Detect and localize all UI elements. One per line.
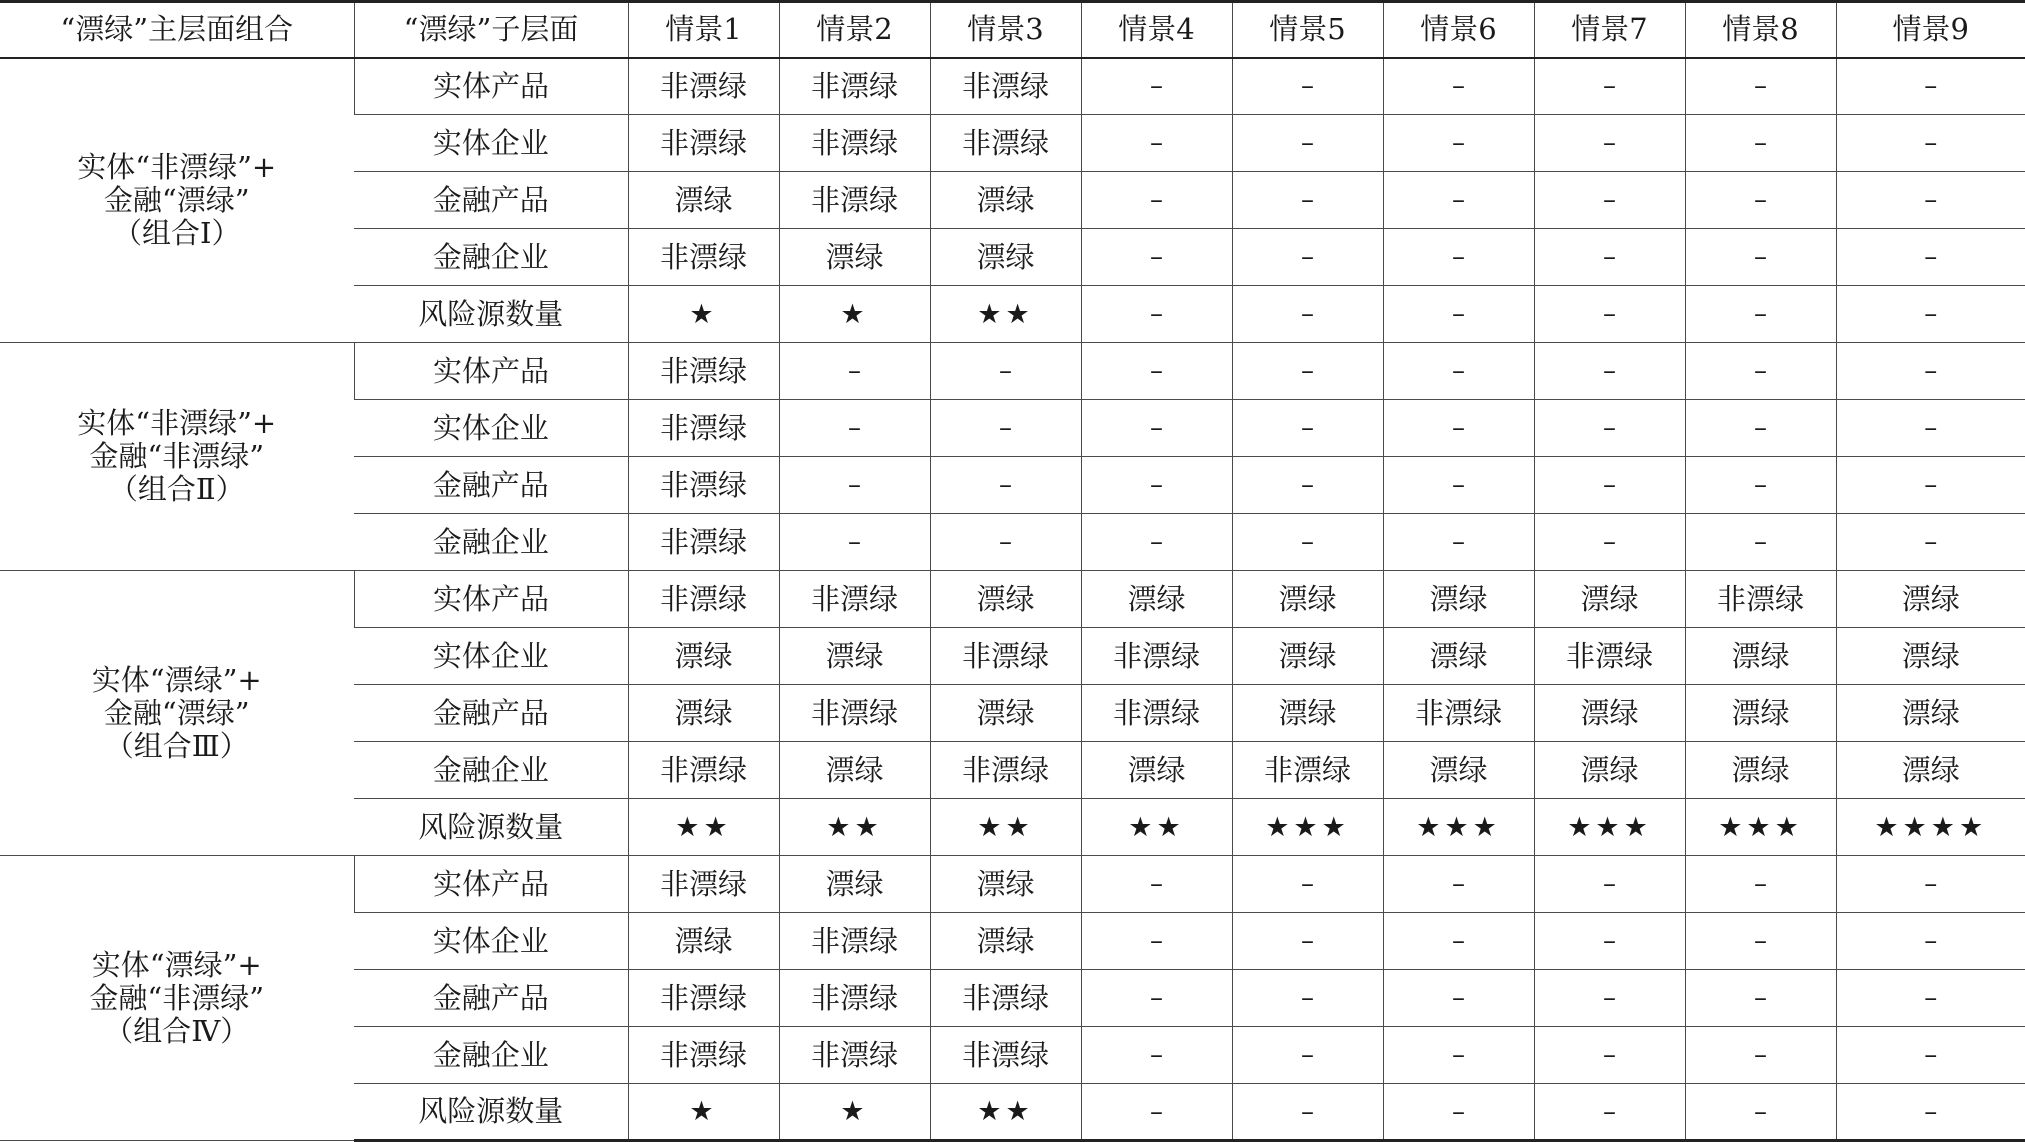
sub-layer-cell: 风险源数量	[354, 799, 628, 856]
scenario-cell: –	[1685, 1027, 1836, 1084]
scenario-cell: –	[1081, 400, 1232, 457]
sub-layer-cell: 金融产品	[354, 457, 628, 514]
scenario-cell: –	[1383, 913, 1534, 970]
scenario-cell: –	[1534, 970, 1685, 1027]
scenario-cell: –	[1232, 1027, 1383, 1084]
sub-layer-cell: 金融企业	[354, 1027, 628, 1084]
scenario-cell: 非漂绿	[628, 856, 779, 913]
group-label-line: 实体“漂绿”+	[91, 947, 262, 982]
scenario-cell: ★★	[930, 286, 1081, 343]
sub-layer-cell: 实体产品	[354, 58, 628, 115]
scenario-cell: –	[1081, 58, 1232, 115]
scenario-cell: 漂绿	[628, 913, 779, 970]
sub-layer-cell: 实体企业	[354, 913, 628, 970]
group-label-cell	[0, 58, 354, 343]
scenario-cell: –	[1534, 1027, 1685, 1084]
scenario-cell: –	[1836, 172, 2025, 229]
scenario-cell: –	[1232, 400, 1383, 457]
scenario-cell: –	[1383, 115, 1534, 172]
scenario-cell: –	[1232, 514, 1383, 571]
scenario-cell: 漂绿	[930, 913, 1081, 970]
scenario-cell: 漂绿	[1534, 742, 1685, 799]
sub-layer-cell: 实体产品	[354, 856, 628, 913]
group-label-cell	[0, 343, 354, 571]
scenario-cell: –	[1383, 1084, 1534, 1141]
scenario-cell: 非漂绿	[628, 571, 779, 628]
scenario-cell: ★	[628, 1084, 779, 1141]
group-label-line: 金融“漂绿”	[103, 695, 250, 730]
scenario-cell: 非漂绿	[628, 457, 779, 514]
scenario-cell: 非漂绿	[628, 970, 779, 1027]
scenario-cell: –	[1081, 514, 1232, 571]
scenario-cell: –	[1534, 514, 1685, 571]
scenario-cell: –	[1836, 58, 2025, 115]
scenario-cell: 漂绿	[1836, 685, 2025, 742]
scenario-cell: 漂绿	[1383, 571, 1534, 628]
group-label-line: 金融“非漂绿”	[89, 439, 265, 473]
scenario-cell: –	[1383, 172, 1534, 229]
scenario-cell: 漂绿	[1685, 628, 1836, 685]
sub-layer-cell: 实体产品	[354, 571, 628, 628]
scenario-cell: –	[1836, 970, 2025, 1027]
scenario-cell: –	[1685, 457, 1836, 514]
scenario-cell: –	[1232, 58, 1383, 115]
scenario-cell: –	[1685, 58, 1836, 115]
scenario-cell: –	[1232, 856, 1383, 913]
scenario-cell: 非漂绿	[930, 742, 1081, 799]
scenario-cell: 漂绿	[628, 685, 779, 742]
scenario-cell: –	[1232, 913, 1383, 970]
scenario-cell: –	[1534, 229, 1685, 286]
scenario-cell: 漂绿	[779, 742, 930, 799]
scenario-cell: 非漂绿	[1383, 685, 1534, 742]
scenario-cell: ★★	[930, 1084, 1081, 1141]
group-label-cell	[0, 856, 354, 1141]
scenario-cell: ★★★	[1232, 799, 1383, 856]
scenario-cell: –	[779, 400, 930, 457]
scenario-cell: –	[930, 514, 1081, 571]
scenario-cell: –	[930, 343, 1081, 400]
scenario-cell: –	[930, 457, 1081, 514]
scenario-cell: 漂绿	[1232, 628, 1383, 685]
scenario-cell: –	[1081, 457, 1232, 514]
scenario-cell: 漂绿	[1685, 742, 1836, 799]
scenario-cell: –	[1383, 58, 1534, 115]
group-label-line: 实体“漂绿”+	[91, 662, 262, 697]
scenario-cell: 漂绿	[1232, 685, 1383, 742]
scenario-cell: 非漂绿	[779, 685, 930, 742]
scenario-cell: –	[1534, 913, 1685, 970]
sub-layer-cell: 金融产品	[354, 172, 628, 229]
scenario-cell: –	[1232, 172, 1383, 229]
header-scenario-3: 情景3	[930, 2, 1081, 58]
scenario-cell: –	[1836, 229, 2025, 286]
scenario-cell: –	[1081, 970, 1232, 1027]
scenario-cell: 非漂绿	[779, 913, 930, 970]
scenario-cell: 漂绿	[779, 856, 930, 913]
scenario-cell: –	[1685, 400, 1836, 457]
scenario-cell: –	[1534, 172, 1685, 229]
scenario-cell: 非漂绿	[779, 970, 930, 1027]
scenario-cell: 漂绿	[628, 172, 779, 229]
scenario-cell: –	[779, 514, 930, 571]
scenario-cell: –	[1534, 58, 1685, 115]
header-scenario-7: 情景7	[1534, 2, 1685, 58]
scenario-cell: ★★★★	[1836, 799, 2025, 856]
scenario-cell: –	[1836, 115, 2025, 172]
scenario-cell: –	[1836, 457, 2025, 514]
scenario-cell: 漂绿	[1081, 742, 1232, 799]
scenario-cell: 漂绿	[1836, 628, 2025, 685]
scenario-cell: –	[1534, 343, 1685, 400]
table-body	[0, 58, 2025, 1141]
scenario-cell: 非漂绿	[930, 115, 1081, 172]
scenario-cell: –	[1081, 913, 1232, 970]
scenario-cell: 非漂绿	[779, 172, 930, 229]
scenario-cell: –	[1383, 1027, 1534, 1084]
scenario-cell: –	[1383, 856, 1534, 913]
sub-layer-cell: 风险源数量	[354, 286, 628, 343]
scenario-cell: –	[1383, 286, 1534, 343]
scenario-cell: 漂绿	[1534, 685, 1685, 742]
scenario-cell: –	[1383, 343, 1534, 400]
table-row	[0, 58, 2025, 115]
group-label-line: （组合Ⅰ）	[113, 215, 241, 250]
scenario-cell: 非漂绿	[628, 343, 779, 400]
scenario-cell: –	[1685, 343, 1836, 400]
scenario-cell: 漂绿	[930, 172, 1081, 229]
scenario-cell: ★★	[930, 799, 1081, 856]
scenario-cell: –	[1081, 1027, 1232, 1084]
scenario-cell: 漂绿	[930, 685, 1081, 742]
sub-layer-cell: 金融产品	[354, 685, 628, 742]
sub-layer-cell: 金融产品	[354, 970, 628, 1027]
group-label-line: （组合Ⅳ）	[104, 1013, 250, 1048]
scenario-cell: 漂绿	[1836, 742, 2025, 799]
scenario-cell: 非漂绿	[779, 115, 930, 172]
scenario-cell: –	[1836, 343, 2025, 400]
sub-layer-cell: 金融企业	[354, 742, 628, 799]
scenario-cell: –	[1836, 514, 2025, 571]
scenario-cell: ★	[628, 286, 779, 343]
header-scenario-2: 情景2	[779, 2, 930, 58]
scenario-cell: –	[1232, 457, 1383, 514]
scenario-cell: 非漂绿	[779, 571, 930, 628]
scenario-cell: –	[1232, 1084, 1383, 1141]
header-row	[0, 2, 2025, 58]
scenario-cell: –	[1383, 970, 1534, 1027]
scenario-cell: –	[1232, 229, 1383, 286]
scenario-cell: –	[1836, 400, 2025, 457]
scenario-cell: 非漂绿	[628, 115, 779, 172]
scenario-cell: –	[1836, 856, 2025, 913]
scenario-cell: 非漂绿	[930, 1027, 1081, 1084]
scenario-cell: 漂绿	[1685, 685, 1836, 742]
scenario-cell: ★	[779, 286, 930, 343]
scenario-cell: 非漂绿	[1081, 685, 1232, 742]
scenario-cell: –	[1685, 286, 1836, 343]
scenario-cell: 非漂绿	[628, 400, 779, 457]
table-row	[0, 571, 2025, 628]
scenario-cell: –	[1383, 514, 1534, 571]
scenario-cell: 漂绿	[1534, 571, 1685, 628]
scenario-cell: –	[1081, 115, 1232, 172]
scenario-cell: –	[1081, 1084, 1232, 1141]
scenario-cell: –	[1685, 115, 1836, 172]
scenario-cell: –	[779, 343, 930, 400]
scenario-cell: –	[1534, 1084, 1685, 1141]
scenario-cell: –	[1383, 229, 1534, 286]
scenario-cell: 漂绿	[628, 628, 779, 685]
scenario-cell: 非漂绿	[628, 514, 779, 571]
sub-layer-cell: 金融企业	[354, 514, 628, 571]
scenario-cell: 非漂绿	[628, 742, 779, 799]
scenario-cell: 非漂绿	[628, 58, 779, 115]
scenario-cell: –	[1836, 913, 2025, 970]
scenario-cell: –	[1836, 1027, 2025, 1084]
header-scenario-8: 情景8	[1685, 2, 1836, 58]
sub-layer-cell: 风险源数量	[354, 1084, 628, 1141]
group-label-line: 金融“漂绿”	[103, 182, 250, 217]
scenario-cell: –	[930, 400, 1081, 457]
scenario-cell: –	[1383, 400, 1534, 457]
group-label-line: 实体“非漂绿”+	[77, 149, 277, 184]
scenario-cell: –	[1383, 457, 1534, 514]
scenario-cell: 非漂绿	[628, 229, 779, 286]
sub-layer-cell: 实体产品	[354, 343, 628, 400]
header-scenario-5: 情景5	[1232, 2, 1383, 58]
scenario-cell: 非漂绿	[930, 970, 1081, 1027]
scenario-cell: –	[1081, 229, 1232, 286]
scenario-cell: 漂绿	[930, 571, 1081, 628]
group-label-line: （组合Ⅲ）	[104, 728, 249, 763]
scenario-cell: ★★	[628, 799, 779, 856]
scenario-cell: –	[1232, 970, 1383, 1027]
scenario-cell: 非漂绿	[1685, 571, 1836, 628]
scenario-cell: 非漂绿	[779, 1027, 930, 1084]
scenario-cell: 漂绿	[1383, 742, 1534, 799]
scenario-cell: –	[1685, 229, 1836, 286]
scenario-cell: ★★	[779, 799, 930, 856]
scenario-cell: 漂绿	[1081, 571, 1232, 628]
scenario-cell: –	[1534, 115, 1685, 172]
scenario-cell: 非漂绿	[779, 58, 930, 115]
scenario-cell: –	[1232, 343, 1383, 400]
scenario-cell: 漂绿	[930, 229, 1081, 286]
scenario-cell: 非漂绿	[1232, 742, 1383, 799]
scenario-cell: –	[1534, 286, 1685, 343]
scenario-cell: –	[1081, 856, 1232, 913]
scenario-cell: –	[1081, 286, 1232, 343]
header-sub-layer: “漂绿”子层面	[354, 2, 628, 58]
scenario-cell: ★★★	[1383, 799, 1534, 856]
scenario-cell: 漂绿	[1383, 628, 1534, 685]
group-label-line: （组合Ⅱ）	[108, 472, 245, 506]
sub-layer-cell: 金融企业	[354, 229, 628, 286]
scenario-cell: –	[779, 457, 930, 514]
scenario-cell: ★	[779, 1084, 930, 1141]
scenario-cell: –	[1534, 856, 1685, 913]
scenario-cell: –	[1232, 115, 1383, 172]
scenario-cell: ★★	[1081, 799, 1232, 856]
scenario-cell: –	[1232, 286, 1383, 343]
scenario-cell: –	[1534, 400, 1685, 457]
scenario-cell: –	[1685, 913, 1836, 970]
scenario-cell: 非漂绿	[930, 628, 1081, 685]
header-scenario-6: 情景6	[1383, 2, 1534, 58]
scenario-cell: 漂绿	[779, 628, 930, 685]
scenario-cell: –	[1685, 172, 1836, 229]
scenario-cell: –	[1836, 1084, 2025, 1141]
group-label-cell	[0, 571, 354, 856]
scenario-cell: –	[1836, 286, 2025, 343]
scenario-cell: –	[1081, 343, 1232, 400]
scenario-cell: –	[1685, 1084, 1836, 1141]
header-main-layer: “漂绿”主层面组合	[0, 2, 354, 58]
scenario-cell: 非漂绿	[930, 58, 1081, 115]
scenario-cell: 漂绿	[1232, 571, 1383, 628]
sub-layer-cell: 实体企业	[354, 115, 628, 172]
scenario-cell: ★★★	[1685, 799, 1836, 856]
scenario-cell: 漂绿	[779, 229, 930, 286]
header-scenario-1: 情景1	[628, 2, 779, 58]
sub-layer-cell: 实体企业	[354, 400, 628, 457]
scenario-cell: 非漂绿	[1534, 628, 1685, 685]
scenario-cell: –	[1685, 856, 1836, 913]
header-scenario-4: 情景4	[1081, 2, 1232, 58]
scenario-cell: ★★★	[1534, 799, 1685, 856]
scenario-cell: –	[1685, 514, 1836, 571]
scenario-cell: –	[1081, 172, 1232, 229]
group-label-line: 金融“非漂绿”	[89, 980, 265, 1015]
scenario-cell: 非漂绿	[628, 1027, 779, 1084]
scenario-cell: 非漂绿	[1081, 628, 1232, 685]
group-label-line: 实体“非漂绿”+	[77, 406, 277, 440]
scenario-cell: 漂绿	[930, 856, 1081, 913]
sub-layer-cell: 实体企业	[354, 628, 628, 685]
scenario-cell: 漂绿	[1836, 571, 2025, 628]
table-row	[0, 856, 2025, 913]
header-scenario-9: 情景9	[1836, 2, 2025, 58]
scenario-cell: –	[1685, 970, 1836, 1027]
scenario-cell: –	[1534, 457, 1685, 514]
table-row	[0, 343, 2025, 400]
